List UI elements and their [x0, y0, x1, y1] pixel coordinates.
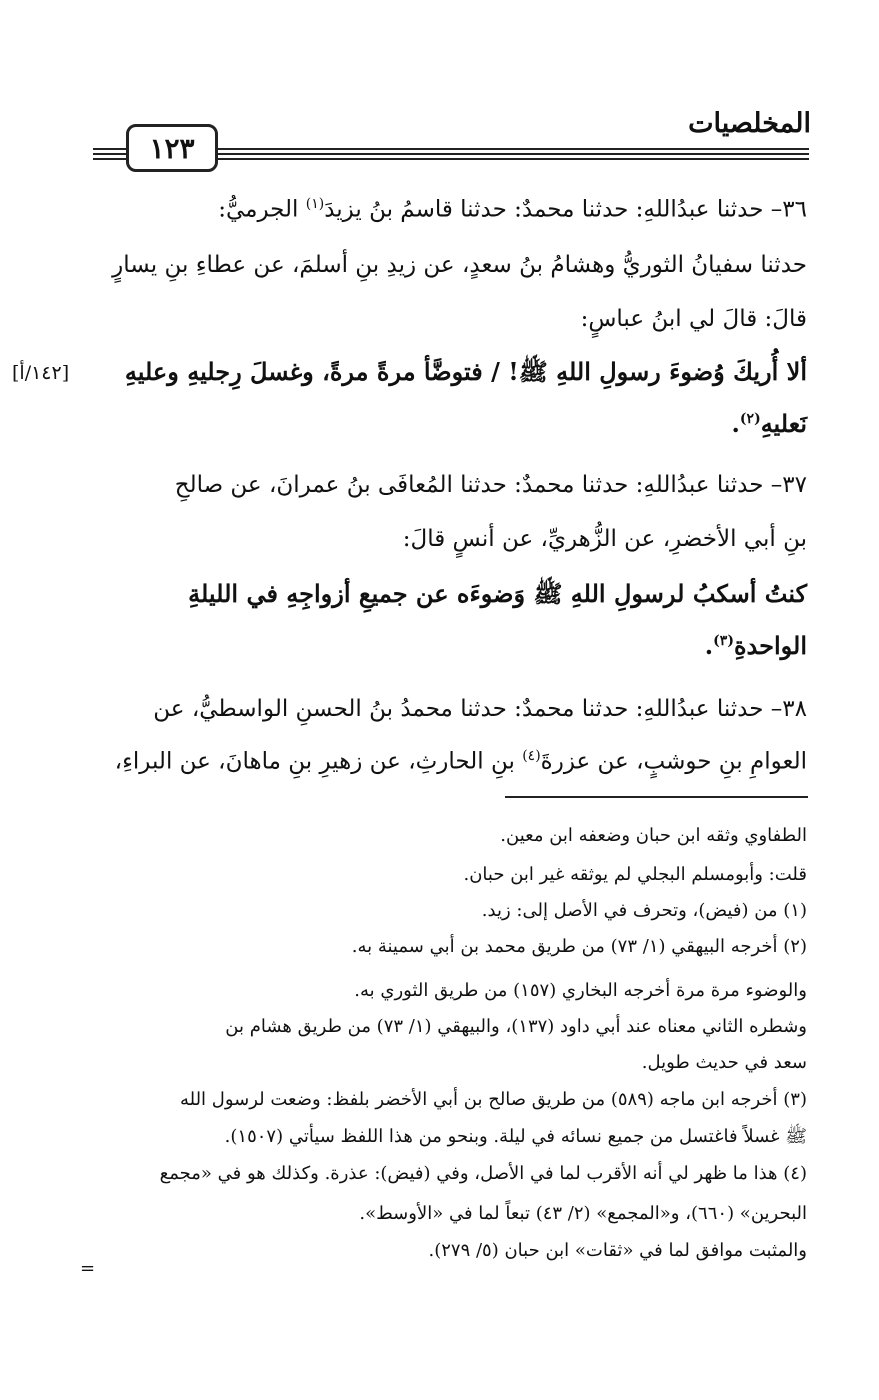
footnote-2: (٢) أخرجه البيهقي (١/ ٧٣) من طريق محمد بن أبي سمينة به.	[351, 936, 807, 957]
hadith-36-matn-line-1: ألا أُريكَ وُضوءَ رسولِ اللهِ ﷺ! / فتوضَّأ مرةً مرةً، وغسلَ رِجليهِ وعليهِ	[124, 357, 807, 386]
text-run: بنِ الحارثِ، عن زهيرِ بنِ ماهانَ، عن البراءِ،	[114, 748, 523, 775]
text-run: الجرميُّ:	[218, 196, 306, 223]
footnote-4-line: والمثبت موافق لما في «ثقات» ابن حبان (٥/ ٢٧٩).	[428, 1240, 807, 1261]
hadith-38-line-2	[115, 748, 807, 776]
footnote-marker[interactable]: (٢)	[739, 411, 761, 427]
hadith-36-line-2: حدثنا سفيانُ الثوريُّ وهشامُ بنُ سعدٍ، عن زيدِ بنِ أسلمَ، عن عطاءِ بنِ يسارٍ	[112, 252, 807, 278]
text-run: .	[731, 409, 740, 438]
footnote-marker[interactable]: (١)	[305, 196, 325, 212]
hadith-37-matn-line-2	[705, 632, 807, 661]
footnote-4: (٤) هذا ما ظهر لي أنه الأقرب لما في الأصل، وفي (فيض): عذرة. وكذلك هو في «مجمع	[159, 1163, 807, 1184]
manuscript-folio-ref: [١٤٢/أ]	[12, 362, 70, 384]
hadith-38-line-1: ٣٨– حدثنا عبدُاللهِ: حدثنا محمدٌ: حدثنا محمدُ بنُ الحسنِ الواسطيُّ، عن	[153, 696, 807, 722]
text-run: الواحدةِ	[733, 631, 807, 660]
continuation-mark: =	[80, 1258, 96, 1279]
footnote-2-line: سعد في حديث طويل.	[641, 1052, 807, 1073]
footnote-marker[interactable]: (٣)	[713, 633, 734, 649]
text-run: نَعليهِ	[760, 409, 807, 438]
text-run: ٣٦– حدثنا عبدُاللهِ: حدثنا محمدٌ: حدثنا قاسمُ بنُ يزيدَ	[324, 196, 807, 223]
hadith-36-line-1	[218, 196, 807, 224]
footnote-2-line: والوضوء مرة مرة أخرجه البخاري (١٥٧) من طريق الثوري به.	[354, 980, 807, 1001]
text-run: العوامِ بنِ حوشبٍ، عن عزرةَ	[540, 748, 807, 775]
footnote-3: (٣) أخرجه ابن ماجه (٥٨٩) من طريق صالح بن أبي الأخضر بلفظ: وضعت لرسول الله	[179, 1089, 807, 1110]
footnote-marker[interactable]: (٤)	[522, 748, 541, 764]
hadith-36-line-3: قالَ: قالَ لي ابنُ عباسٍ:	[580, 306, 807, 332]
hadith-37-matn-line-1: كنتُ أسكبُ لرسولِ اللهِ ﷺ وَضوءَه عن جميعِ أزواجِهِ في الليلةِ	[188, 579, 807, 608]
footnote-3-line: ﷺ غسلاً فاغتسل من جميع نسائه في ليلة. وبنحو من هذا اللفظ سيأتي (١٥٠٧).	[224, 1126, 807, 1147]
footnote-1: (١) من (فيض)، وتحرف في الأصل إلى: زيد.	[481, 900, 807, 921]
hadith-36-matn-line-2	[732, 410, 807, 439]
hadith-37-line-1: ٣٧– حدثنا عبدُاللهِ: حدثنا محمدٌ: حدثنا المُعافَى بنُ عمرانَ، عن صالحِ	[174, 472, 807, 498]
footnote-continuation: الطفاوي وثقه ابن حبان وضعفه ابن معين.	[500, 825, 807, 846]
hadith-37-line-2: بنِ أبي الأخضرِ، عن الزُّهريِّ، عن أنسٍ قالَ:	[402, 526, 807, 552]
footnote-continuation: قلت: وأبومسلم البجلي لم يوثقه غير ابن حبان.	[463, 864, 807, 885]
running-head-title: المخلصيات	[688, 108, 811, 139]
page-number: ١٢٣	[126, 124, 218, 172]
text-run: .	[704, 631, 714, 660]
footnote-separator	[505, 796, 808, 798]
footnote-4-line: البحرين» (٦٦٠)، و«المجمع» (٢/ ٤٣) تبعاً لما في «الأوسط».	[359, 1203, 807, 1224]
footnote-2-line: وشطره الثاني معناه عند أبي داود (١٣٧)، والبيهقي (١/ ٧٣) من طريق هشام بن	[225, 1016, 807, 1037]
